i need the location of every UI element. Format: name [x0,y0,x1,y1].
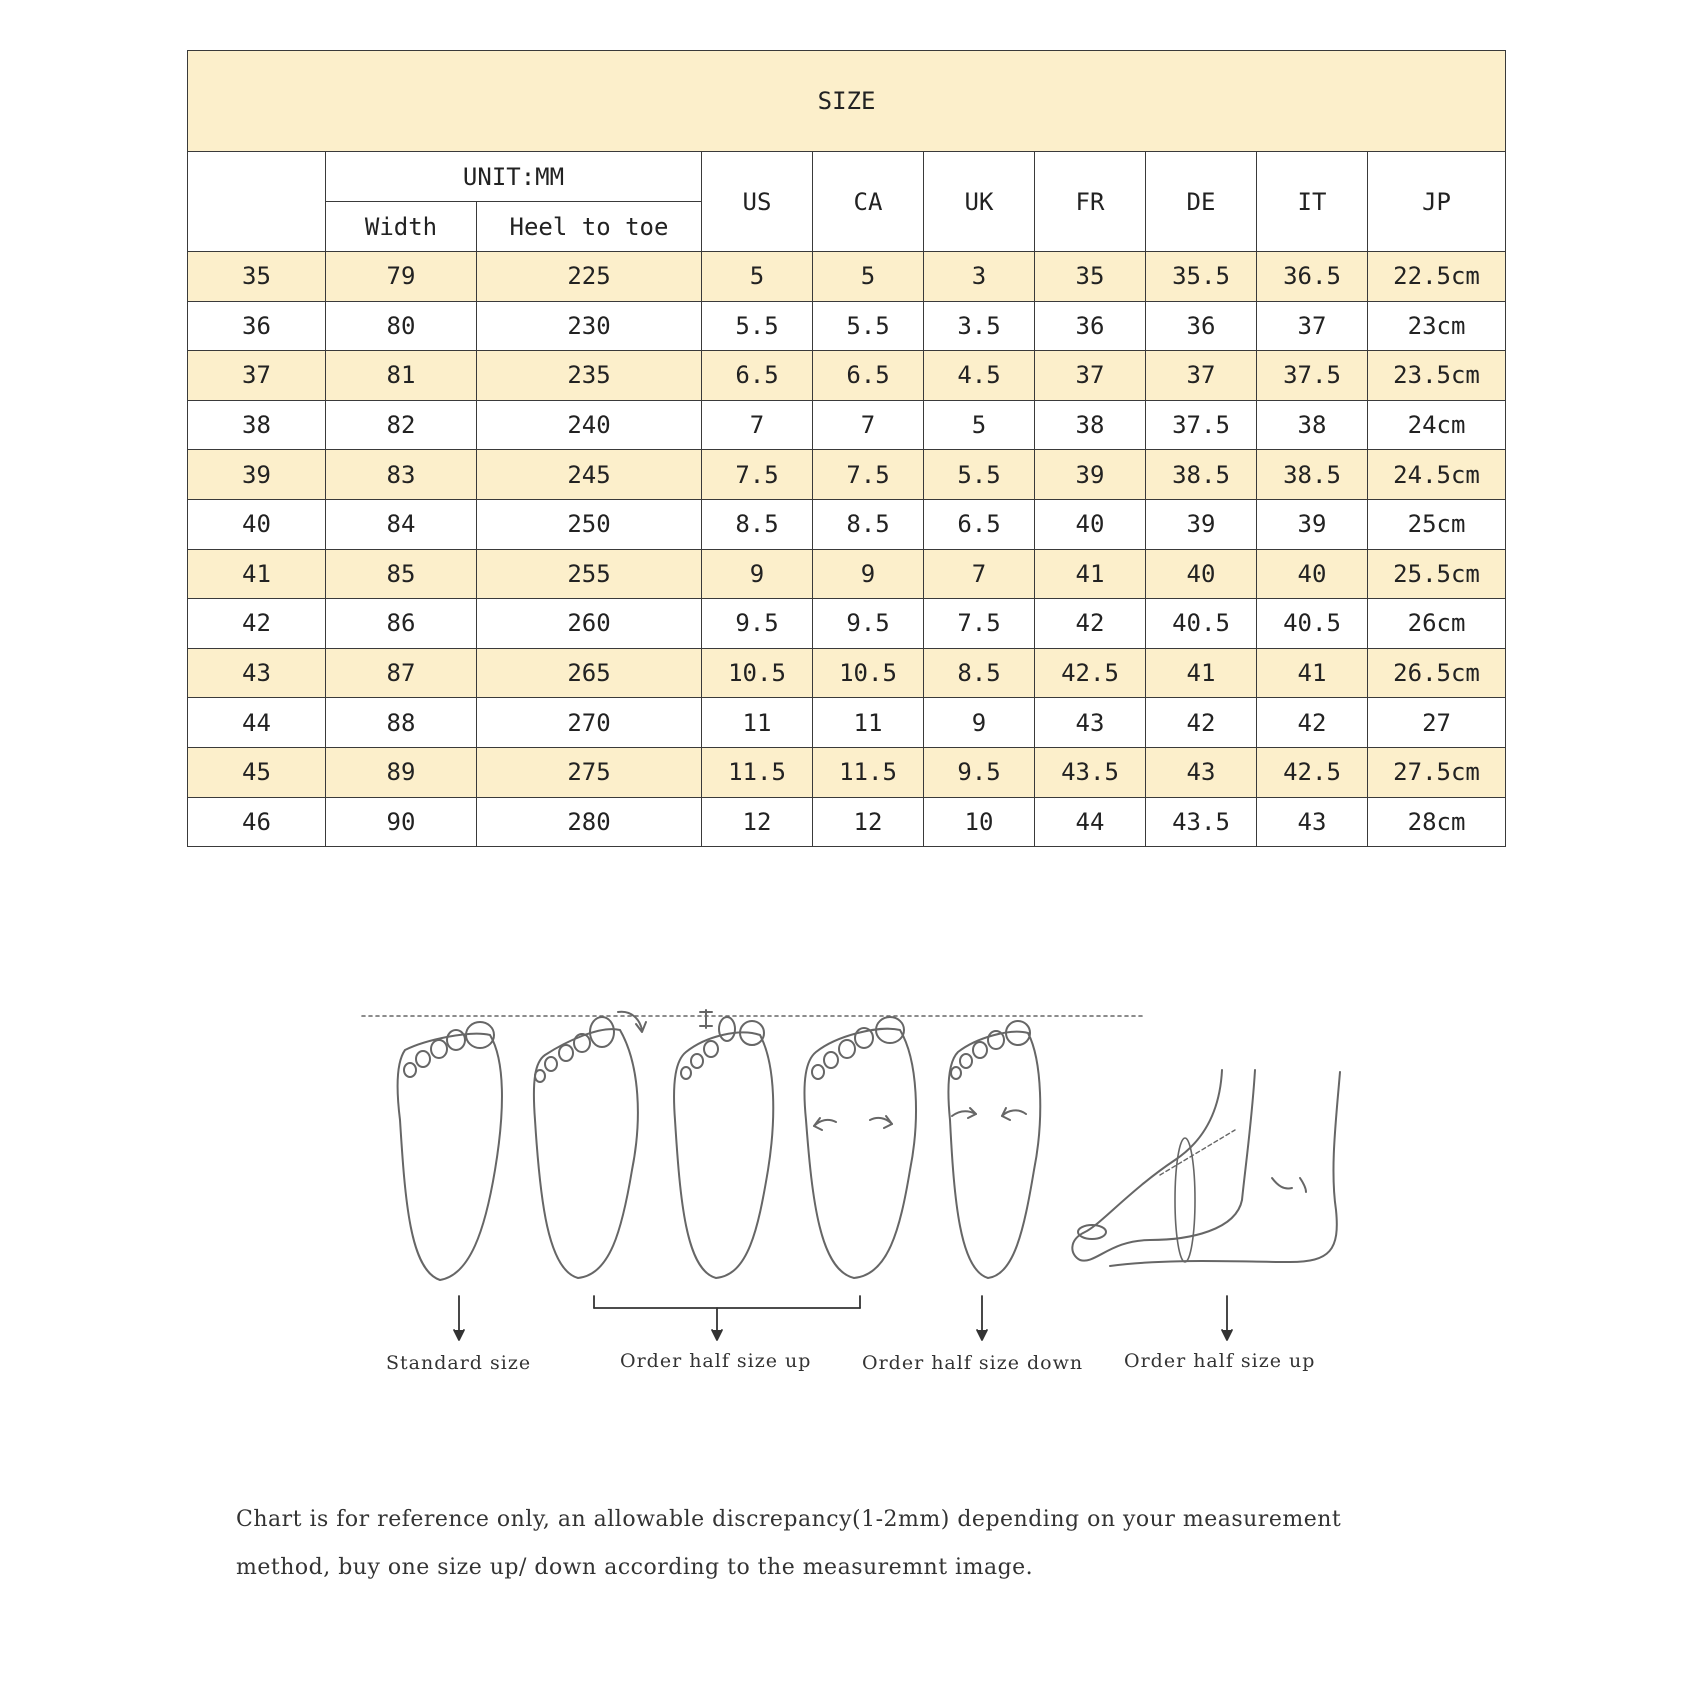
cell-ca: 8.5 [813,499,924,549]
header-de: DE [1146,152,1257,252]
cell-us: 11 [702,698,813,748]
cell-uk: 3.5 [924,301,1035,351]
cell-width: 81 [326,351,477,401]
cell-de: 37 [1146,351,1257,401]
cell-de: 39 [1146,499,1257,549]
cell-heel-to-toe: 235 [477,351,702,401]
cell-uk: 10 [924,797,1035,847]
cell-jp: 27 [1368,698,1506,748]
cell-width: 86 [326,599,477,649]
cell-us: 8.5 [702,499,813,549]
cell-it: 38 [1257,400,1368,450]
header-jp: JP [1368,152,1506,252]
cell-width: 79 [326,252,477,302]
cell-uk: 7 [924,549,1035,599]
cell-jp: 22.5cm [1368,252,1506,302]
cell-eu-size: 44 [188,698,326,748]
cell-eu-size: 36 [188,301,326,351]
header-width: Width [326,202,477,252]
cell-width: 83 [326,450,477,500]
standard-foot-icon [398,1022,502,1280]
label-half-size-down: Order half size down [862,1352,1084,1374]
cell-jp: 25.5cm [1368,549,1506,599]
cell-ca: 7 [813,400,924,450]
cell-heel-to-toe: 260 [477,599,702,649]
cell-jp: 25cm [1368,499,1506,549]
disclaimer-line-1: Chart is for reference only, an allowable discrepancy(1-2mm) depending on your measurement [236,1507,1342,1532]
cell-eu-size: 43 [188,648,326,698]
cell-it: 42 [1257,698,1368,748]
cell-uk: 3 [924,252,1035,302]
cell-ca: 9 [813,549,924,599]
cell-de: 43.5 [1146,797,1257,847]
cell-jp: 26.5cm [1368,648,1506,698]
cell-ca: 6.5 [813,351,924,401]
cell-ca: 7.5 [813,450,924,500]
cell-de: 40.5 [1146,599,1257,649]
cell-it: 40.5 [1257,599,1368,649]
cell-ca: 5 [813,252,924,302]
cell-fr: 39 [1035,450,1146,500]
narrow-foot-icon [948,1021,1040,1278]
cell-heel-to-toe: 270 [477,698,702,748]
cell-ca: 12 [813,797,924,847]
header-it: IT [1257,152,1368,252]
cell-us: 7 [702,400,813,450]
cell-us: 7.5 [702,450,813,500]
cell-eu-size: 46 [188,797,326,847]
cell-ca: 5.5 [813,301,924,351]
header-us: US [702,152,813,252]
cell-us: 12 [702,797,813,847]
header-heel-to-toe: Heel to toe [477,202,702,252]
label-half-size-up-2: Order half size up [1124,1350,1316,1372]
cell-width: 80 [326,301,477,351]
cell-width: 82 [326,400,477,450]
cell-us: 9 [702,549,813,599]
label-half-size-up-1: Order half size up [620,1350,812,1372]
cell-heel-to-toe: 255 [477,549,702,599]
cell-heel-to-toe: 240 [477,400,702,450]
disclaimer-note [236,1496,1536,1592]
pointer-arrows [454,1296,1232,1340]
cell-de: 41 [1146,648,1257,698]
cell-ca: 9.5 [813,599,924,649]
cell-eu-size: 35 [188,252,326,302]
cell-uk: 7.5 [924,599,1035,649]
cell-it: 40 [1257,549,1368,599]
cell-ca: 10.5 [813,648,924,698]
cell-us: 6.5 [702,351,813,401]
cell-fr: 42 [1035,599,1146,649]
cell-heel-to-toe: 265 [477,648,702,698]
cell-width: 90 [326,797,477,847]
cell-jp: 23cm [1368,301,1506,351]
cell-eu-size: 37 [188,351,326,401]
cell-jp: 28cm [1368,797,1506,847]
long-big-toe-foot-icon [534,1012,646,1278]
cell-ca: 11 [813,698,924,748]
cell-fr: 41 [1035,549,1146,599]
cell-fr: 38 [1035,400,1146,450]
cell-fr: 40 [1035,499,1146,549]
cell-de: 42 [1146,698,1257,748]
cell-de: 35.5 [1146,252,1257,302]
cell-de: 43 [1146,747,1257,797]
cell-heel-to-toe: 250 [477,499,702,549]
cell-fr: 36 [1035,301,1146,351]
cell-width: 84 [326,499,477,549]
cell-de: 37.5 [1146,400,1257,450]
cell-fr: 44 [1035,797,1146,847]
cell-eu-size: 39 [188,450,326,500]
cell-it: 39 [1257,499,1368,549]
cell-uk: 9 [924,698,1035,748]
label-standard-size: Standard size [386,1352,532,1374]
cell-jp: 24.5cm [1368,450,1506,500]
long-second-toe-foot-icon [674,1010,773,1278]
cell-uk: 5.5 [924,450,1035,500]
cell-heel-to-toe: 230 [477,301,702,351]
cell-de: 36 [1146,301,1257,351]
cell-us: 11.5 [702,747,813,797]
cell-fr: 37 [1035,351,1146,401]
cell-uk: 4.5 [924,351,1035,401]
cell-heel-to-toe: 280 [477,797,702,847]
cell-eu-size: 41 [188,549,326,599]
cell-it: 37.5 [1257,351,1368,401]
cell-width: 87 [326,648,477,698]
disclaimer-line-2: method, buy one size up/ down according to the measuremnt image. [236,1555,1034,1580]
cell-it: 43 [1257,797,1368,847]
cell-heel-to-toe: 245 [477,450,702,500]
table-title: SIZE [188,51,1506,152]
cell-eu-size: 42 [188,599,326,649]
cell-jp: 24cm [1368,400,1506,450]
cell-de: 38.5 [1146,450,1257,500]
cell-us: 9.5 [702,599,813,649]
cell-uk: 5 [924,400,1035,450]
cell-width: 85 [326,549,477,599]
cell-uk: 9.5 [924,747,1035,797]
cell-it: 42.5 [1257,747,1368,797]
side-view-foot-icon [1072,1070,1340,1266]
cell-width: 88 [326,698,477,748]
header-fr: FR [1035,152,1146,252]
cell-us: 5.5 [702,301,813,351]
cell-uk: 8.5 [924,648,1035,698]
cell-it: 38.5 [1257,450,1368,500]
wide-foot-icon [804,1017,916,1278]
cell-eu-size: 40 [188,499,326,549]
cell-us: 5 [702,252,813,302]
cell-ca: 11.5 [813,747,924,797]
unit-label: UNIT:MM [326,152,702,202]
cell-width: 89 [326,747,477,797]
header-uk: UK [924,152,1035,252]
cell-eu-size: 45 [188,747,326,797]
cell-us: 10.5 [702,648,813,698]
cell-jp: 23.5cm [1368,351,1506,401]
cell-it: 37 [1257,301,1368,351]
cell-fr: 42.5 [1035,648,1146,698]
header-ca: CA [813,152,924,252]
cell-heel-to-toe: 225 [477,252,702,302]
cell-eu-size: 38 [188,400,326,450]
cell-jp: 27.5cm [1368,747,1506,797]
cell-it: 41 [1257,648,1368,698]
cell-fr: 43.5 [1035,747,1146,797]
cell-uk: 6.5 [924,499,1035,549]
cell-de: 40 [1146,549,1257,599]
cell-heel-to-toe: 275 [477,747,702,797]
cell-fr: 43 [1035,698,1146,748]
cell-it: 36.5 [1257,252,1368,302]
cell-jp: 26cm [1368,599,1506,649]
cell-fr: 35 [1035,252,1146,302]
